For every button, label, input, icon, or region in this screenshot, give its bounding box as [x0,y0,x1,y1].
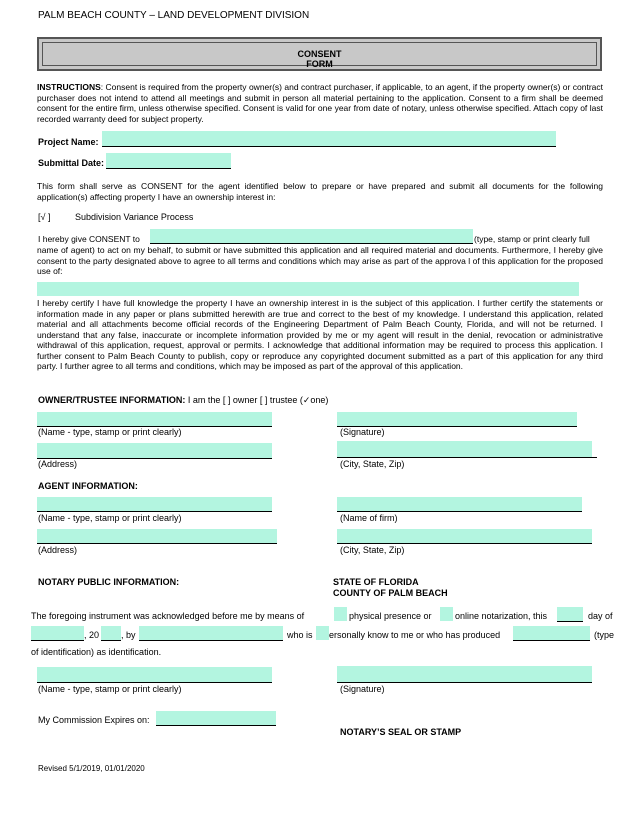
owner-address-label: (Address) [38,459,78,469]
owner-address-input[interactable] [37,443,272,458]
instructions [37,82,603,124]
give-consent-prefix: I hereby give CONSENT to [38,234,140,244]
give-consent-suffix: (type, stamp or print clearly full [474,234,590,244]
notary-line1-c: online notarization, this [455,611,548,621]
revised-footer: Revised 5/1/2019, 01/01/2020 [38,764,145,773]
notary-day-input[interactable] [557,607,583,621]
notary-state: STATE OF FLORIDA [333,577,419,587]
notary-line1-d: day of [588,611,613,621]
owner-heading-line [38,395,328,406]
form-title-line1: CONSENT [297,49,342,59]
proposed-use-input[interactable] [37,282,579,296]
notary-name-underline [37,682,272,683]
owner-name-input[interactable] [37,412,272,426]
form-title-line2: FORM [306,59,333,69]
agent-address-input[interactable] [37,529,277,543]
notary-line2-b: , by [121,630,136,640]
agent-address-label: (Address) [38,545,78,555]
submittal-date-label: Submittal Date: [38,158,105,168]
notary-line2-c: who is [287,630,313,640]
notary-day-underline [557,621,583,622]
application-checkbox[interactable]: [√ ] [38,212,51,222]
identification-input[interactable] [513,626,590,640]
agent-firm-input[interactable] [337,497,582,511]
notary-heading: NOTARY PUBLIC INFORMATION: [38,577,180,587]
submittal-date-input[interactable] [106,153,231,168]
notary-name-input[interactable] [37,667,272,682]
form-title [42,42,597,69]
commission-expires-input[interactable] [156,711,276,725]
consent-intro: This form shall serve as CONSENT for the agent identified below to prepare or have prepared and submit all documents for the following application(s) affecting property I have an ownership interest in: [37,181,603,202]
notary-line2-e: (type [594,630,615,640]
notary-line2-a: , 20 [84,630,100,640]
notary-county: COUNTY OF PALM BEACH [333,588,448,598]
project-name-underline [102,146,556,147]
agent-name-underline [37,511,272,512]
agent-consent-underline [150,243,473,244]
notary-line1-a: The foregoing instrument was acknowledged before me by means of [31,611,305,621]
agent-city-input[interactable] [337,529,592,543]
owner-city-underline [337,457,597,458]
notary-year-underline [101,640,121,641]
agent-name-label: (Name - type, stamp or print clearly) [38,513,182,523]
certification-text: I hereby certify I have full knowledge the property I have an ownership interest in is the subject of this application. I further certify the statements or information made in any paper or plans submitted herewith are true and correct to the best of my knowledge. I understand this application, related material and all attachments become official records of the Engineering Department of Palm Beach County, Florida, and will not be returned. I understand that any false, inaccurate or incomplete information provided by me or my agent will result in the denial, revocation or administrative withdrawal of this application, request, approval or permits. I acknowledge that additional information may be required to process this application. I further consent to Palm Beach County to publish, copy or reproduce any copyrighted document submitted as a part of this application for any third party. I further agree to all terms and conditions, which may be imposed as part of the approval of this application. [37,298,603,371]
notary-signer-underline [139,640,283,641]
commission-expires-underline [156,725,276,726]
notary-name-label: (Name - type, stamp or print clearly) [38,684,182,694]
owner-name-label: (Name - type, stamp or print clearly) [38,427,182,437]
personally-known-checkbox[interactable] [316,626,329,640]
project-name-label: Project Name: [38,137,99,147]
notary-line2-d: ersonally know to me or who has produced [329,630,501,640]
agent-consent-input[interactable] [150,229,473,243]
give-consent-text: name of agent) to act on my behalf, to submit or have submitted this application and all required material and documents. Furthermore, I hereby give consent to the party designated above to agree to all terms and conditions which may arise as part of the approva l of this application for the proposed use of: [37,245,603,276]
form-title-box [37,37,602,71]
notary-line1-b: physical presence or [349,611,432,621]
agent-heading: AGENT INFORMATION: [38,481,138,491]
owner-city-label: (City, State, Zip) [340,459,405,469]
identification-underline [513,640,590,641]
owner-role-text: I am the [ ] owner [ ] trustee (✓one) [185,395,329,405]
commission-label: My Commission Expires on: [38,715,150,725]
division-header: PALM BEACH COUNTY – LAND DEVELOPMENT DIVISION [38,10,310,21]
notary-month-input[interactable] [31,626,84,640]
agent-address-underline [37,543,277,544]
agent-firm-label: (Name of firm) [340,513,398,523]
online-notarization-checkbox[interactable] [440,607,453,621]
notary-signature-underline [337,682,592,683]
project-name-input[interactable] [102,131,556,146]
instructions-label: INSTRUCTIONS [37,82,101,92]
physical-presence-checkbox[interactable] [334,607,347,621]
instructions-text: : Consent is required from the property owner(s) and contract purchaser, if applicable, to an agent, if the property owner(s) or contract purchaser does not intend to attend all meetings and submit in person all material pertaining to the application. Consent to a firm shall be deemed consent for the entire firm, unless otherwise specified. Consent is valid for one year from date of notary, unless otherwise specified. Attach copy of last recorded warranty deed for subject property. [37,82,603,124]
owner-signature-input[interactable] [337,412,577,426]
notary-signature-input[interactable] [337,666,592,682]
notary-seal-label: NOTARY’S SEAL OR STAMP [340,727,462,737]
agent-name-input[interactable] [37,497,272,511]
owner-heading: OWNER/TRUSTEE INFORMATION: [38,395,186,405]
notary-signature-label: (Signature) [340,684,385,694]
notary-line3: of identification) as identification. [31,647,162,657]
notary-month-underline [31,640,84,641]
submittal-date-underline [106,168,231,169]
notary-year-input[interactable] [101,626,121,640]
agent-city-underline [337,543,592,544]
owner-signature-label: (Signature) [340,427,385,437]
agent-firm-underline [337,511,582,512]
notary-signer-input[interactable] [139,626,283,640]
owner-city-input[interactable] [337,441,592,457]
application-type-label: Subdivision Variance Process [75,212,194,222]
agent-city-label: (City, State, Zip) [340,545,405,555]
